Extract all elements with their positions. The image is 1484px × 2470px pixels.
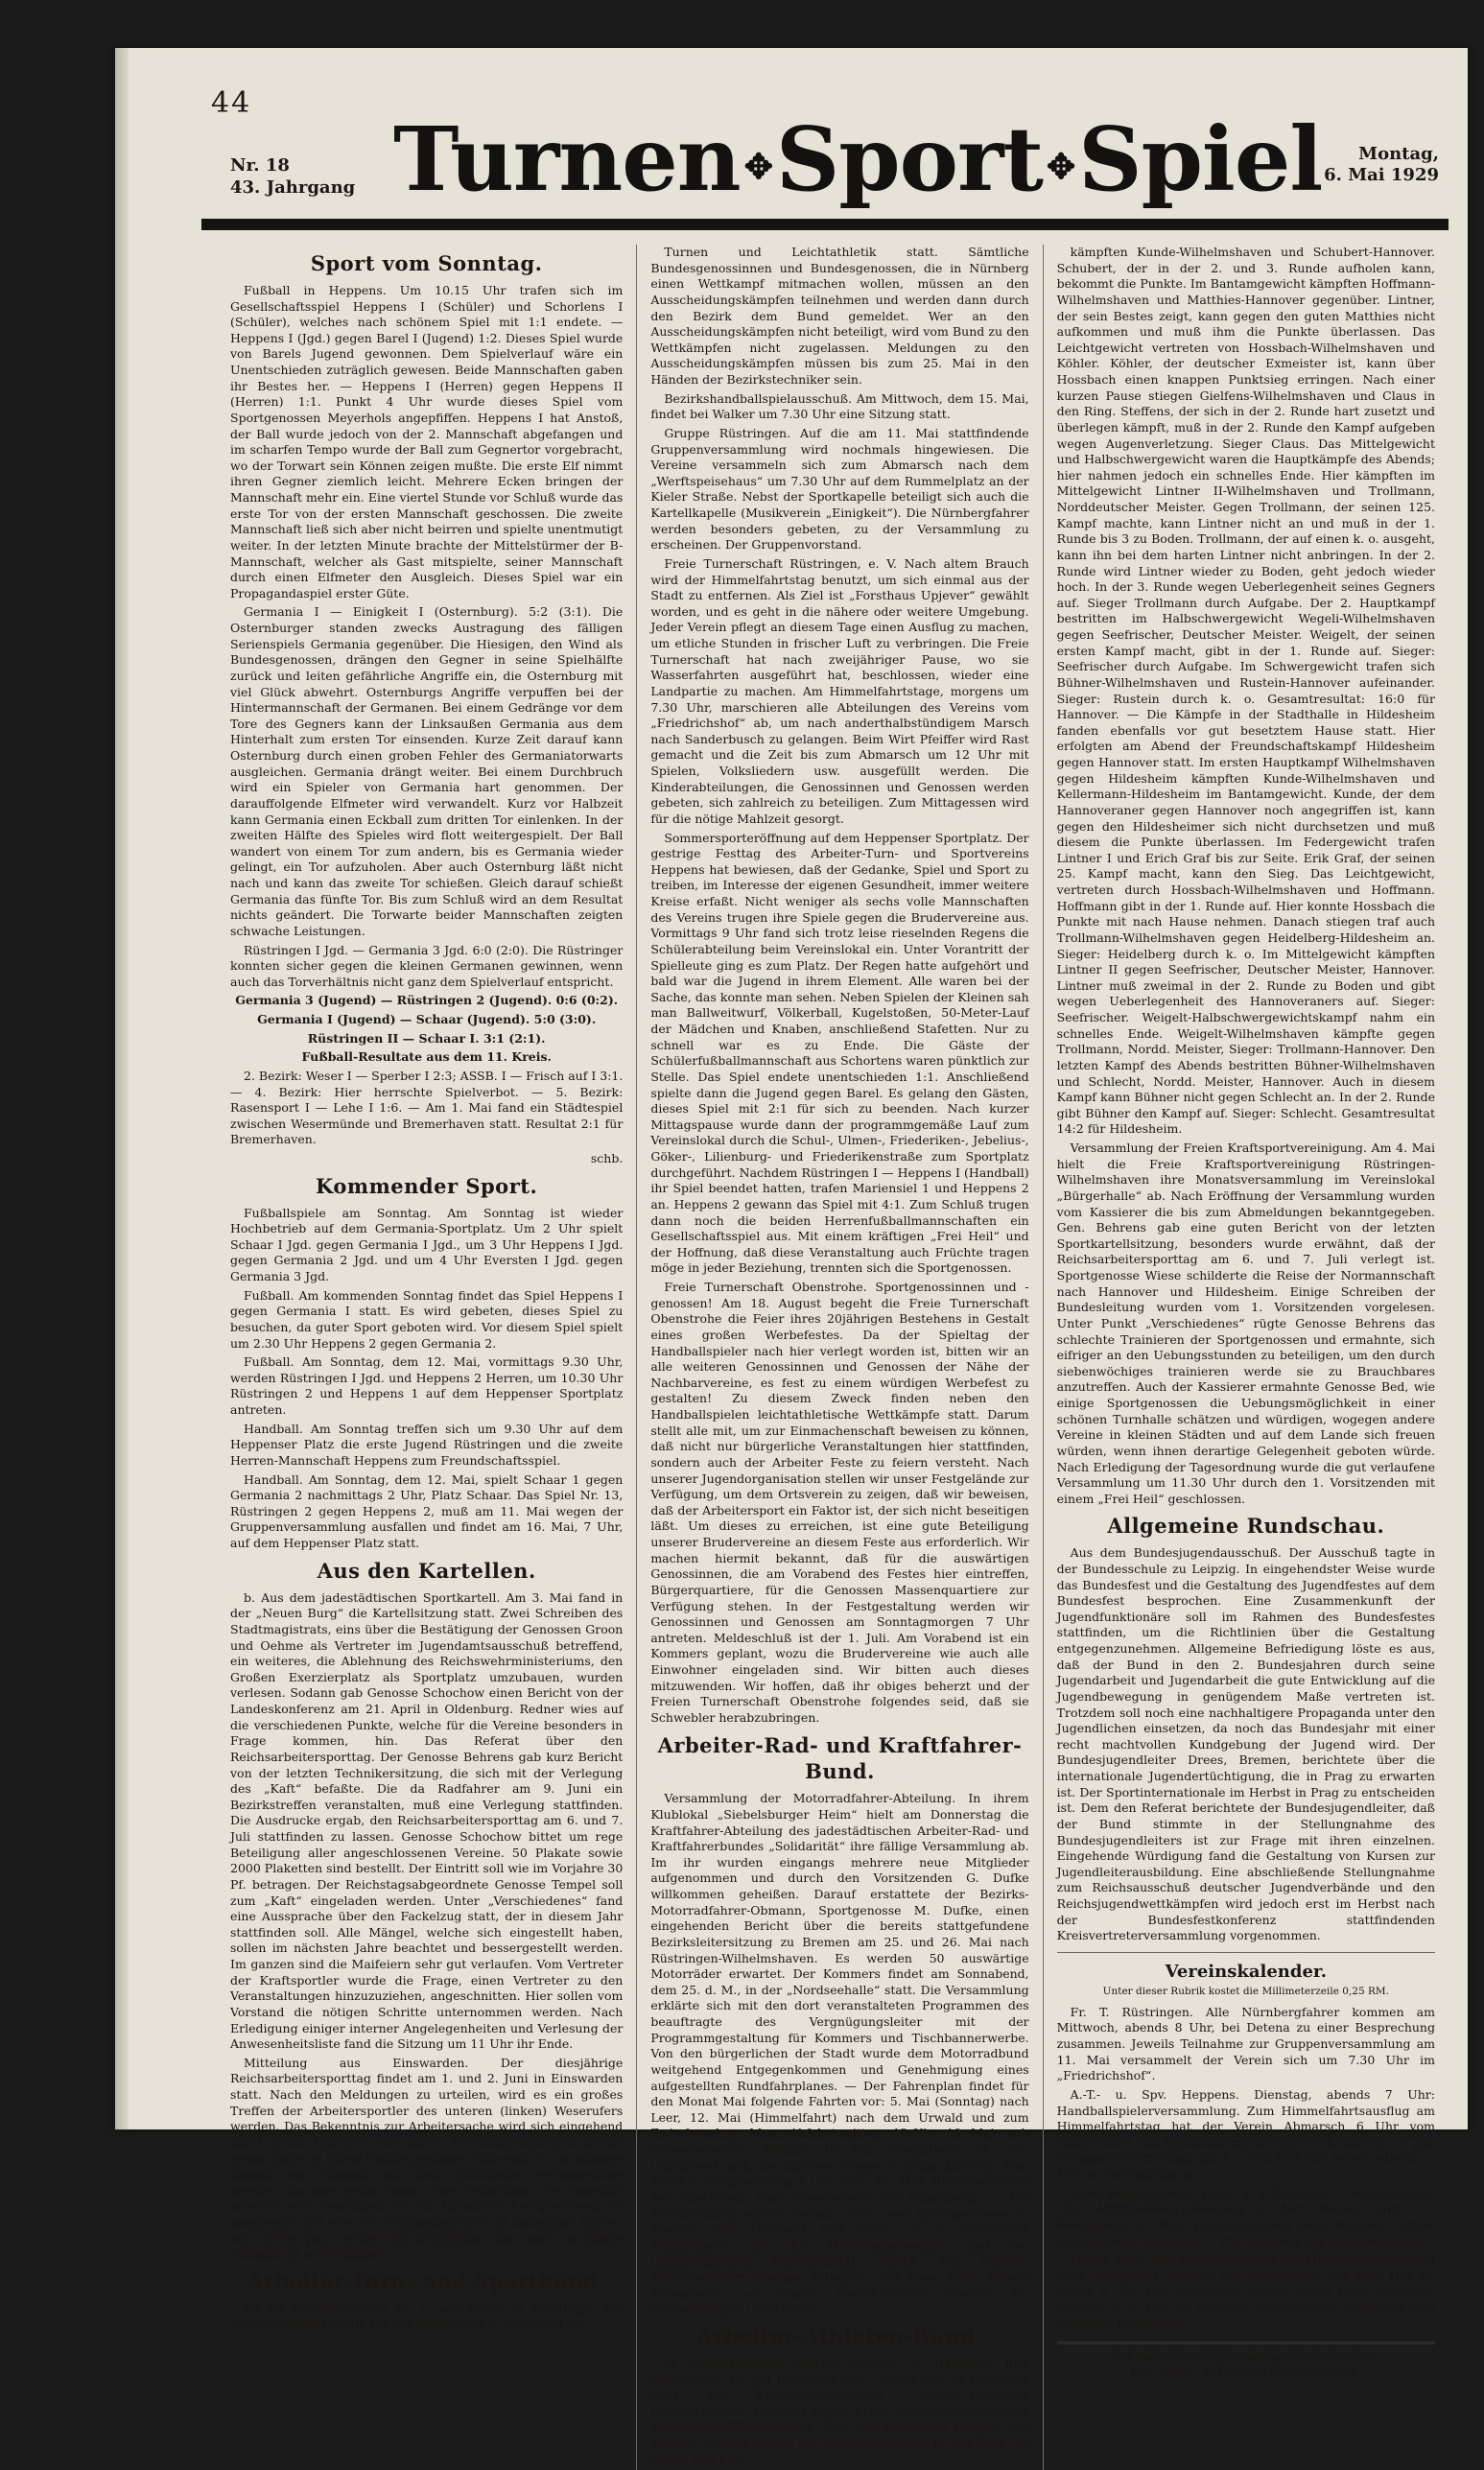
results-heading: Fußball-Resultate aus dem 11. Kreis. xyxy=(301,1049,552,1065)
title-word-2: Sport xyxy=(775,107,1043,211)
editor-credit xyxy=(1057,2341,1435,2381)
section-heading: Kommender Sport. xyxy=(316,1173,538,1198)
separator-ornament: ✥ xyxy=(1046,147,1075,188)
section-heading: Arbeiter-Turn- und Sportbund. xyxy=(247,2269,606,2294)
section-heading: Aus den Kartellen. xyxy=(317,1558,536,1583)
masthead-rule xyxy=(201,219,1449,230)
article-paragraph: Germania I — Einigkeit I (Osternburg). 5:2 (3:1). Die Osternburger standen zwecks Austragung des fälligen Serienspiels Germania gegenüber. Die Hiesigen, den Wind als Bundesgenossen, drängen den Gegner in seine Spielhälfte zurück und leiten gefährliche Angriffe ein, die Osternburg mit viel Glück abwehrt. Osternburgs Angriffe verpuffen bei der Hintermannschaft der Germanen. Bei einem Gedränge vor dem Tore des Gegners kann der Linksaußen Germania aus dem Hinterhalt zum ersten Tor einsenden. Kurze Zeit darauf kann Osternburg durch einen groben Fehler des Germaniatorwarts ausgleichen. Germania drängt weiter. Bei einem Durchbruch wird ein Spieler von Germania hart genommen. Der darauffolgende Elfmeter wird verwandelt. Kurz vor Halbzeit kann Germania einen Eckball zum dritten Tor einlenken. In der zweiten Hälfte des Spieles wird flott weitergespielt. Der Ball wandert von einem Tor zum andern, bis es Germania wieder gelingt, ein Tor aufzuholen. Aber auch Osternburg läßt nicht nach und kann das zweite Tor schießen. Gleich darauf schießt Germania das fünfte Tor. Bis zum Schluß wird an dem Resultat nichts geändert. Die Torwarte beider Mannschaften zeigten schwache Leistungen. xyxy=(230,604,624,938)
article-paragraph: Sommersporteröffnung auf dem Heppenser Sportplatz. Der gestrige Festtag des Arbeiter-Turn- und Sportvereins Heppens hat bewiesen, daß der Gedanke, Spiel und Sport zu treiben, im Interesse der eigenen Gesundheit, immer weitere Kreise erfaßt. Nicht weniger als sechs volle Mannschaften des Vereins trugen ihre Spiele gegen die Brudervereine aus. Vormittags 9 Uhr fand sich trotz leise rieselnden Regens die Schülerabteilung beim Vereinslokal ein. Unter Vorantritt der Spielleute ging es zum Platz. Der Regen hatte aufgehört und bald war die Jugend in ihrem Element. Alle waren bei der Sache, das konnte man sehen. Neben Spielen der Kleinen sah man Ballweitwurf, Völkerball, Kugelstoßen, 50-Meter-Lauf der Mädchen und Knaben, anschließend Stafetten. Nur zu schnell war es zu Ende. Die Gäste der Schülerfußballmannschaft aus Schortens waren pünktlich zur Stelle. Das Spiel endete unentschieden 1:1. Anschließend spielte dann die Jugend gegen Barel. Es gelang den Gästen, dieses Spiel mit 2:1 für sich zu beenden. Nach kurzer Mittagspause wurde dann der programmgemäße Lauf zum Vereinslokal durch die Schul-, Ulmen-, Friederiken-, Jebelius-, Göker-, Lilienburg- und Friederikenstraße zum Sportplatz durchgeführt. Nachdem Rüstringen I — Heppens I (Handball) ihr Spiel beendet hatten, trafen Mariensiel 1 und Heppens 2 an. Heppens 2 gewann das Spiel mit 4:1. Zum Schluß trugen dann noch die beiden Herrenfußballmannschaften ein Gesellschaftsspiel aus. Mit einem kräftigen „Frei Heil“ und der Hoffnung, daß diese Veranstaltung auch Früchte tragen möge in jeder Beziehung, trennten sich die Sportgenossen. xyxy=(650,830,1029,1276)
section-heading: Arbeiter-Athleten-Bund. xyxy=(696,2323,983,2348)
editor-credit-line: Für den Text der Sportbeilage verantwortlich: xyxy=(1111,2350,1381,2364)
article-paragraph: 2. Bezirk: Weser I — Sperber I 2:3; ASSB. I — Frisch auf I 3:1. — 4. Bezirk: Hier herrschte Spielverbot. — 5. Bezirk: Rasensport I — Lehe I 1:6. — Am 1. Mai fand ein Städtespiel zwischen Wesermünde und Bremerhaven statt. Resultat 2:1 für Bremerhaven. xyxy=(230,1068,624,1147)
calendar-subtitle: Unter dieser Rubrik kostet die Millimeterzeile 0,25 RM. xyxy=(1102,1985,1389,1997)
article-paragraph: Mitteilung aus Einswarden. Der diesjährige Reichsarbeitersporttag findet am 1. und 2. Juni in Einswarden statt. Nach den Meldungen zu urteilen, wird es ein großes Treffen der Arbeitersportler des unteren (linken) Weserufers werden. Das Bekenntnis zur Arbeitersache wird sich eingehend durch einen Kommers, der am 1. Juni stattfindet und ist die ganze Sache in guten Händen geboten, während die sportlichen Kämpfe am Sonntag auf dem Sportplatze vorgenommen werden. Da eine große Anzahl der Teilnehmer von auswärts erwartet wird, benötigen wir eine Anzahl von Freiquartieren; zu gegebener Zeit wird der Wohnungsausschuß Nachfrage halten. Wir bitten jetzt schon die Einwohner, uns auch in dieser Hinsicht zu unterstützen. xyxy=(230,2055,624,2262)
article-paragraph: Fußballspiele am Sonntag. Am Sonntag ist wieder Hochbetrieb auf dem Germania-Sportplatz. Um 2 Uhr spielt Schaar I Jgd. gegen Germania I Jgd., um 3 Uhr Heppens I Jgd. gegen Germania 2 Jgd. und um 4 Uhr Eversten I Jgd. gegen Germania 3 Jgd. xyxy=(230,1205,624,1284)
article-paragraph: Freie Turnerschaft Rüstringen, e. V. Nach altem Brauch wird der Himmelfahrtstag benutzt, um sich einmal aus der Stadt zu entfernen. Als Ziel ist „Forsthaus Upjever“ gewählt worden, und es geht in die nähere oder weitere Umgebung. Jeder Verein pflegt an diesem Tage einen Ausflug zu machen, um etliche Stunden in frischer Luft zu verbringen. Die Freie Turnerschaft hat nach zweijähriger Pause, wo sie Wasserfahrten ausgeführt hat, beschlossen, wieder eine Landpartie zu machen. Am Himmelfahrtstage, morgens um 7.30 Uhr, marschieren alle Abteilungen des Vereins vom „Friedrichshof“ ab, um nach anderthalbstündigem Marsch nach Sanderbusch zu gelangen. Beim Wirt Pfeiffer wird Rast gemacht und die Zeit bis zum Abmarsch um 12 Uhr mit Spielen, Volksliedern usw. ausgefüllt werden. Die Kinderabteilungen, die Genossinnen und Genossen werden gebeten, sich zahlreich zu beteiligen. Zum Mittagessen wird für die nötige Mahlzeit gesorgt. xyxy=(650,555,1029,826)
section-heading: Allgemeine Rundschau. xyxy=(1107,1514,1385,1539)
column-2 xyxy=(636,245,1042,2470)
calendar-title: Vereinskalender. xyxy=(1165,1961,1328,1982)
calendar-entry: A.-T.- u. Spv. Heppens. Dienstag, abends 7 Uhr: Handballspielerversammlung. Zum Himmelfahrtsausflug am Himmelfahrtstag hat der Verein Abmarsch 6 Uhr vom Vereinslokal. Die Spielleute müssen um 7 Uhr da sein. — Zur Gruppenversammlung am 11. Mai tritt der Verein abends 7 Uhr im Vereinslokal an. xyxy=(1056,2086,1435,2182)
newspaper-page xyxy=(115,48,1468,2466)
club-calendar xyxy=(1057,1952,1435,2332)
separator-ornament: ✥ xyxy=(743,147,772,188)
article-paragraph: Turnen und Leichtathletik statt. Sämtliche Bundesgenossinnen und Bundesgenossen, die in Nürnberg einen Wettkampf mitmachen wollen, müssen an den Ausscheidungskämpfen teilnehmen und werden dann durch den Bezirk dem Bund gemeldet. Wer an den Ausscheidungskämpfen nicht beteiligt, wird vom Bund zu den Wettkämpfen nicht zugelassen. Meldungen zu den Ausscheidungskämpfen müssen bis zum 25. Mai in den Händen der Bezirkstechniker sein. xyxy=(650,245,1029,387)
date: 6. Mai 1929 xyxy=(1324,164,1439,185)
calendar-entry: Freier Turn- und Sportverein Schaar. Himmelfahrtsausflug nach Antonslust. Treffen am Vereinslokal um 8.30 Uhr an gegen 9 Uhr. Für diejenigen, welche näher beim „Elysium“ wohnen, 8.30 Uhr am Elysium. Gemeinsamer Abmarsch vom Schaarer Marktplatz. xyxy=(1056,2252,1435,2331)
article-paragraph: Handball. Am Sonntag, dem 12. Mai, spielt Schaar 1 gegen Germania 2 nachmittags 2 Uhr, Platz Schaar. Das Spiel Nr. 13, Rüstringen 2 gegen Heppens 2, muß am 11. Mai wegen der Gruppenversammlung ausfallen und findet am 16. Mai, 7 Uhr, auf dem Heppenser Platz statt. xyxy=(230,1471,624,1551)
article-paragraph: Gruppe Rüstringen. Auf die am 11. Mai stattfindende Gruppenversammlung wird nochmals hingewiesen. Die Vereine versammeln sich zum Abmarsch nach dem „Werftspeisehaus“ um 7.30 Uhr auf dem Rummelplatz an der Kieler Straße. Nebst der Sportkapelle beteiligt sich auch die Kartellkapelle (Musikverein „Einigkeit“). Die Nürnbergfahrer werden besonders gebeten, zu der Versammlung zu erscheinen. Der Gruppenvorstand. xyxy=(650,425,1029,553)
title-word-1: Turnen xyxy=(393,107,741,211)
article-paragraph: ol. Jadestädtische Arbeiter-Athleten in Hannover und Hildesheim. Im gut besetzten Saal „Volkshaus“ in Hannover fand der Freundschaftskampf „Sparta“-Hannover (Norddeutscher Meister) gegen Freie Kraftsportvereinigung Rüstringen-Wilhelmshaven statt. Als Einleitung stiegen drei Kämpfe. Darauf gingen die Wilhelmshavener in den Ring. Es traten vier Paar xyxy=(650,2355,1029,2466)
article-paragraph: Versammlung der Motorradfahrer-Abteilung. In ihrem Klublokal „Siebelsburger Heim“ hielt am Donnerstag die Kraftfahrer-Abteilung des jadestädtischen Arbeiter-Rad- und Kraftfahrerbundes „Solidarität“ ihre fällige Versammlung ab. Im ihr wurden eingangs mehrere neue Mitglieder aufgenommen und durch den Vorsitzenden G. Dufke willkommen geheißen. Darauf erstattete der Bezirks-Motorradfahrer-Obmann, Sportgenosse M. Dufke, einen eingehenden Bericht über die bereits stattgefundene Bezirksleitersitzung zu Bremen am 25. und 26. Mai nach Rüstringen-Wilhelmshaven. Es werden 50 auswärtige Motorräder erwartet. Der Kommers findet am Sonnabend, dem 25. d. M., in der „Nordseehalle“ statt. Die Versammlung erklärte sich mit den dort veranstalteten Programmen des beauftragte des Vergnügungsleiter mit der Programmgestaltung für Kommers und Tischbannerwerbe. Von den bürgerlichen der Stadt wurde dem Motorradbund weitgehend Entgegenkommen und Genehmigung eines aufgestellten Rundfahrplanes. — Der Fahrenplan findet für den Monat Mai folgende Fahrten vor: 5. Mai (Sonntag) nach Leer, 12. Mai (Himmelfahrt) nach dem Urwald und zum Zwischenahner Meer, Abfahrt mittags 12 Uhr; 19. Mai nach Schweinebrück, Abfahrt 10 Uhr vormittags; 20. Mai (Pfingsten) nach den Dammer Bergen und zum Dümmer See, Abfahrt Pfingstsonntag 6 Uhr früh; 26. Mai: Heimbegleitung der Gastfahrer über Zwischenahn bis Oldenburg. — Die Versammlung wählte sodann noch den Sportgenossen B. Thaden zum Fahrwart und nahm u. a. beachtliche Mitteilungen aus der Motorradbewegung und der oldenburgischen Gerichtspraxis durch den Bezirks-Motorradfahrer-Obmann entgegen. Mit einer einer kurzen Aussprache zum Punkt „Verschiedenes“ wurden die Verhandlungen geschlossen. xyxy=(650,1791,1029,2317)
weekday: Montag, xyxy=(1358,144,1439,164)
editor-name: Max Dufke, Rüstringen-Wilhelmshaven. xyxy=(1130,2365,1362,2380)
issue-info xyxy=(230,155,355,199)
article-paragraph: Versammlung der Freien Kraftsportvereinigung. Am 4. Mai hielt die Freie Kraftsportvereinigung Rüstringen-Wilhelmshaven ihre Monatsversammlung im Vereinslokal „Bürgerhalle“ ab. Nach Eröffnung der Versammlung wurden vom Kassierer die bis zum Abmeldungen bekanntgegeben. Gen. Behrens gab eine guten Bericht von der letzten Sportkartellsitzung, besonders wurde erwähnt, daß der Reichsarbeitersporttag am 6. und 7. Juli verlegt ist. Sportgenosse Wiese schilderte die Reise der Normannschaft nach Hannover und Hildesheim. Einige Schreiben der Bundesleitung wurden vom 1. Vorsitzenden vorgelesen. Unter Punkt „Verschiedenes“ rügte Genosse Behrens das schlechte Trainieren der Sportgenossen und ermahnte, sich eifriger an den Uebungsstunden zu beteiligen, um den durch siebenwöchiges trainieren werde sie zu Brauchbares anzutreffen. Auch der Kassierer ermahnte Genosse Bed, wie einige Sportgenossen die Uebungsmöglichkeit in einer schönen Turnhalle schätzen und würdigen, wogegen andere Vereine in kleinen Städten und auf dem Lande sich freuen würden, wenn ihnen derartige Gelegenheit geboten würde. Nach Erledigung der Tagesordnung wurde die gut verlaufene Versammlung um 11.30 Uhr durch den 1. Vorsitzenden mit einem „Frei Heil“ geschlossen. xyxy=(1056,1141,1435,1506)
article-paragraph: Freie Turnerschaft Obenstrohe. Sportgenossinnen und -genossen! Am 18. August begeht die Freie Turnerschaft Obenstrohe die Feier ihres 20jährigen Bestehens in Gestalt eines großen Werbefestes. Da der Spieltag der Handballspieler nach hier verlegt worden ist, bitten wir an alle weiteren Genossinnen und Genossen der Nähe der Nachbarvereine, es fest zu einem würdigen Werbefest zu gestalten! Zu diesem Zweck finden neben den Handballspielen leichtathletische Wettkämpfe statt. Darum stellt alle mit, um zur Einmachenschaft beweisen zu können, daß nicht nur bürgerliche Veranstaltungen hier stattfinden, sondern auch der Arbeiter Feste zu feiern versteht. Nach unserer Jugendorganisation stellen wir unser Festgelände zur Verfügung, um dem Ortsverein zu zeigen, daß wir beweisen, daß der Arbeitersport ein Faktor ist, der sich nicht beseitigen läßt. Um dieses zu erreichen, ist eine gute Beteiligung unserer Brudervereine an diesem Feste aus erforderlich. Wir machen hiermit bekannt, daß für die auswärtigen Genossinnen, die am Vorabend des Festes hier eintreffen, Bürgerquartiere, für die Genossen Massenquartiere zur Verfügung stehen. In der Festgestaltung werden wir Genossinnen und Genossen am Sonntagmorgen 7 Uhr antreten. Meldeschluß ist der 1. Juli. Am Vorabend ist ein Kommers geplant, wozu die Brudervereine wie auch alle Einwohner eingeladen sind. Wir bitten auch dieses mitzuwenden. Wir hoffen, daß ihr obiges beherzt und der Freien Turnerschaft Obenstrohe folgendes seid, daß sie Schwebler herabzubringen. xyxy=(650,1280,1029,1725)
column-3 xyxy=(1043,245,1449,2470)
article-paragraph: Fußball. Am kommenden Sonntag findet das Spiel Heppens I gegen Germania I statt. Es wird gebeten, dieses Spiel zu besuchen, da guter Sport geboten wird. Vor diesem Spiel spielt um 2.30 Uhr Heppens 2 gegen Germania 2. xyxy=(230,1287,624,1351)
article-paragraph: Rüstringen I Jgd. — Germania 3 Jgd. 6:0 (2:0). Die Rüstringer konnten sicher gegen die kleinen Germanen gewinnen, wenn auch das Torverhältnis nicht ganz dem Spielverlauf entspricht. xyxy=(230,942,624,989)
volume: 43. Jahrgang xyxy=(230,176,356,198)
article-paragraph: Fußball in Heppens. Um 10.15 Uhr trafen sich im Gesellschaftsspiel Heppens I (Schüler) und Schorlens I (Schüler), welches nach schönem Spiel mit 1:1 endete. — Heppens I (Jgd.) gegen Barel I (Jugend) 1:2. Dieses Spiel wurde von Barels Jugend gewonnen. Dem Spielverlauf wäre ein Unentschieden zuträglich gewesen. Beide Mannschaften gaben ihr Bestes her. — Heppens I (Herren) gegen Heppens II (Herren) 1:1. Punkt 4 Uhr wurde dieses Spiel vom Sportgenossen Meyerhols angepfiffen. Heppens I hat Anstoß, der Ball wurde jedoch von der 2. Mannschaft abgefangen und im scharfen Tempo wurde der Ball zum Gegnertor vorgebracht, wo der Torwart sein Können zeigen mußte. Die erste Elf nimmt ihren Gegner ziemlich leicht. Mehrere Ecken bringen der Mannschaft mehr ein. Eine viertel Stunde vor Schluß wurde das erste Tor von der ersten Mannschaft geschossen. Die zweite Mannschaft ließ sich aber nicht beirren und spielte unentmutigt weiter. In der letzten Minute brachte der Mittelstürmer der B-Mannschaft, welcher als Gast mitspielte, seiner Mannschaft durch einen Elfmeter den Ausgleich. Dieses Spiel war ein Propagandaspiel erster Güte. xyxy=(230,282,624,600)
article-paragraph: An die Bezirksvereine! Am 2. Juni finden in Rüstringen die Ausscheidungskämpfe für das Bundesfest in Nürnberg für xyxy=(230,2300,624,2332)
result-line: Rüstringen II — Schaar I. 3:1 (2:1). xyxy=(307,1030,546,1046)
column-1 xyxy=(230,245,636,2470)
article-paragraph: Handball. Am Sonntag treffen sich um 9.30 Uhr auf dem Heppenser Platz die erste Jugend Rüstringen und die zweite Herren-Mannschaft Heppens zum Freundschaftsspiel. xyxy=(230,1421,624,1468)
page-number: 44 xyxy=(211,86,252,120)
page-binding-edge xyxy=(115,48,129,2129)
issue-number: Nr. 18 xyxy=(230,155,290,176)
divider xyxy=(1057,1952,1435,1953)
calendar-entry: Fr. T. Rüstringen. Alle Nürnbergfahrer kommen am Mittwoch, abends 8 Uhr, bei Detena zu einer Besprechung zusammen. Jeweils Teilnahme zur Gruppenversammlung am 11. Mai versammelt der Verein sich um 7.30 Uhr im „Friedrichshof“. xyxy=(1056,2004,1435,2083)
article-paragraph: kämpften Kunde-Wilhelmshaven und Schubert-Hannover. Schubert, der in der 2. und 3. Runde aufholen kann, bekommt die Punkte. Im Bantamgewicht kämpften Hoffmann-Wilhelmshaven und Matthies-Hannover gegenüber. Lintner, der sein Bestes zeigt, kann gegen den guten Matthies nicht aufkommen und muß ihm die Punkte überlassen. Das Leichtgewicht vertreten von Hossbach-Wilhelmshaven und Köhler. Köhler, der deutscher Exmeister ist, kann über Hossbach einen knappen Punktsieg erringen. Nach einer kurzen Pause stiegen Gielfens-Wilhelmshaven und Claus in den Ring. Steffens, der sich in der 2. Runde hart zusetzt und überlegen kämpft, muß in der 2. Runde den Kampf aufgeben wegen Augenverletzung. Sieger Claus. Das Mittelgewicht und Halbschwergewicht waren die Hauptkämpfe des Abends; hier nahmen jedoch ein schnelles Ende. Hier kämpften im Mittelgewicht Lintner II-Wilhelmshaven und Trollmann, Norddeutscher Meister. Gegen Trollmann, der seinen 125. Kampf machte, kann Lintner nicht an und muß in der 1. Runde bis 3 zu Boden. Trollmann, der auf einen k. o. ausgeht, kann ihn bei dem harten Lintner nicht anbringen. In der 2. Runde wird Lintner wieder zu Boden, geht jedoch wieder hoch. In der 3. Runde wegen Ueberlegenheit seines Gegners auf. Sieger Trollmann durch Aufgabe. Der 2. Hauptkampf bestritten im Halbschwergewicht Wegeli-Wilhelmshaven gegen Seefrischer, Deutscher Meister. Weigelt, der seinen ersten Kampf macht, gibt in der 1. Runde auf. Sieger: Seefrischer durch Aufgabe. Im Schwergewicht trafen sich Bühner-Wilhelmshaven und Rustein-Hannover aufeinander. Sieger: Rustein durch k. o. Gesamtresultat: 16:0 für Hannover. — Die Kämpfe in der Stadthalle in Hildesheim fanden ebenfalls vor gut besetztem Hause statt. Hier erfolgten am Abend der Freundschaftskampf Hildesheim gegen Hannover statt. Im ersten Hauptkampf Wilhelmshaven gegen Hildesheim kämpften Kunde-Wilhelmshaven und Kellermann-Hildesheim im Bantamgewicht. Kunde, der dem Hannoveraner gegen Hannover noch angegriffen ist, kann gegen den Hildesheimer sich nicht durchsetzen und muß diesem die Punkte überlassen. Im Federgewicht trafen Lintner I und Erich Graf bis zur Seite. Erik Graf, der seinen 25. Kampf macht, kann den Sieg. Das Leichtgewicht, vertreten durch Hossbach-Wilhelmshaven und Hoffmann. Hoffmann gibt in der 1. Runde auf. Hier konnte Hossbach die Punkte mit nach Hause nehmen. Danach stiegen traf auch Trollmann-Wilhelmshaven gegen Heidelberg-Hildesheim an. Sieger: Heidelberg durch k. o. Im Mittelgewicht kämpften Lintner II gegen Seefrischer, Deutscher Meister, Hannover. Lintner muß zweimal in der 2. Runde zu Boden und gibt wegen Ueberlegenheit des Hannoveraners auf. Sieger: Seefrischer. Weigelt-Halbschwergewichtskampf nahm ein schnelles Ende. Weigelt-Wilhelmshaven kämpfte gegen Trollmann, Nordd. Meister, Sieger: Trollmann-Hannover. Den letzten Kampf des Abends bestritten Bühner-Wilhelmshaven und Schlecht, Nordd. Meister, Hannover. Auch in diesem Kampf kann Bühner nicht gegen Schlecht an. In der 2. Runde gibt Bühner den Kampf auf. Sieger: Schlecht. Gesamtresultat 14:2 für Hildesheim. xyxy=(1056,245,1435,1137)
result-line: Germania I (Jugend) — Schaar (Jugend). 5:0 (3:0). xyxy=(257,1012,597,1027)
article-paragraph: Fußball. Am Sonntag, dem 12. Mai, vormittags 9.30 Uhr, werden Rüstringen I Jgd. und Heppens 2 Herren, um 10.30 Uhr Rüstringen 2 und Heppens 1 auf dem Heppenser Sportplatz antreten. xyxy=(230,1354,624,1418)
article-paragraph: Aus dem Bundesjugendausschuß. Der Ausschuß tagte in der Bundesschule zu Leipzig. In eingehendster Weise wurde das Bundesfest und die Gestaltung des Jugendfestes auf dem Bundesfest besprochen. Eine Zusammenkunft der Jugendfunktionäre soll im Rahmen des Bundesfestes stattfinden, um die Richtlinien über die Gestaltung entgegenzunehmen. Allgemeine Befriedigung löste es aus, daß der Bund in den 2. Bundesjahren durch seine Jugendarbeit und Jugendarbeit die gute Entwicklung auf die Jugendbewegung in genügendem Maße vertreten ist. Trotzdem soll noch eine nachhaltigere Propaganda unter den Jugendlichen einsetzen, da noch das Bundesjahr mit einer recht machtvollen Kundgebung der Jugend wird. Der Bundesjugendleiter Drees, Bremen, berichtete über die internationale Jugendertüchtigung, die in Prag zu erwarten ist. Der Sportinternationale im Herbst in Prag zu entscheiden ist. Dem den Referat berichtete der Bundesjugendleiter, daß der Bund stimmte in der Stellungnahme des Bundesjugendleiters ist zur Frage mit ihren einzelnen. Eingehende Würdigung fand die Gestaltung von Kursen zur Jugendleiterausbildung. Eine abschließende Stellungnahme zum Reichsausschuß deutscher Jugendverbände und den Reichsjugendwettkämpfen wird jedoch erst im Herbst nach der Bundesfestkonferenz stattfindenden Kreisvertreterversammlung vorgenommen. xyxy=(1056,1545,1435,1943)
title-word-3: Spiel xyxy=(1078,107,1323,211)
author-signature: schb. xyxy=(590,1151,624,1166)
result-line: Germania 3 (Jugend) — Rüstringen 2 (Jugend). 0:6 (0:2). xyxy=(235,993,619,1008)
article-columns xyxy=(230,245,1449,2466)
article-paragraph: Bezirkshandballspielausschuß. Am Mittwoch, dem 15. Mai, findet bei Walker um 7.30 Uhr eine Sitzung statt. xyxy=(650,390,1029,422)
section-heading: Sport vom Sonntag. xyxy=(310,251,543,275)
article-paragraph: b. Aus dem jadestädtischen Sportkartell. Am 3. Mai fand in der „Neuen Burg“ die Kartellsitzung statt. Zwei Schreiben des Stadtmagistrats, eins über die Bestätigung der Genossen Groon und Oehme als Vertreter im Jugendamtsausschuß betreffend, ein weiteres, die Ablehnung des Reichswehrministeriums, den Großen Exerzierplatz als Sportplatz umzubauen, wurden verlesen. Sodann gab Genosse Schochow einen Bericht von der Landeskonferenz am 21. April in Oldenburg. Redner wies auf die verschiedenen Punkte, welche für die Vereine besonders in Frage kommen, hin. Das Referat über den Reichsarbeitersporttag. Der Genosse Behrens gab kurz Bericht von der letzten Technikersitzung, die sich mit der Verlegung des „Kaft“ befaßte. Die da Radfahrer am 9. Juni ein Bezirkstreffen veranstalten, muß eine Verlegung stattfinden. Die Ausdrucke ergab, den Reichsarbeitersporttag am 6. und 7. Juli stattfinden zu lassen. Genosse Schochow bittet um rege Beteiligung aller angeschlossenen Vereine. 50 Plakate sowie 2000 Plaketten sind bestellt. Der Eintritt soll wie im Vorjahre 30 Pf. betragen. Der Reichstagsabgeordnete Genosse Tempel soll zum „Kaft“ eingeladen werden. Unter „Verschiedenes“ fand eine Aussprache über den Fackelzug statt, der in diesem Jahr stattfinden soll. Alle Mängel, welche sich eingestellt haben, sollen im nächsten Jahre beachtet und bessergestellt werden. Im ganzen sind die Maifeiern sehr gut verlaufen. Vom Vertreter der Kraftsportler wurde die Frage, einen Vertreter zu den Veranstaltungen hinzuzuziehen, angeschnitten. Hier sollen vom Vorstand die nötigen Schritte unternommen werden. Nach Erledigung einiger interner Angelegenheiten und Verlesung der Anwesenheitsliste fand die Sitzung um 11 Uhr ihr Ende. xyxy=(230,1589,624,2052)
section-heading: Arbeiter-Rad- und Kraftfahrer-Bund. xyxy=(657,1732,1023,1784)
issue-date xyxy=(1324,144,1439,185)
calendar-entry: Freie Wassersporto. „Jade“, e. V. Dienstag, 7. Mai, abends 8 Uhr: Mitgliederversammlung in der „Neuen Burg“. — Donnerstag, 9. Mai: Familienausflug nach Weiters Garten, Sanderbusch. Abmarsch 7 Uhr morgens von der Badeanstalt. xyxy=(1056,2185,1435,2248)
masthead-title xyxy=(393,107,1323,211)
